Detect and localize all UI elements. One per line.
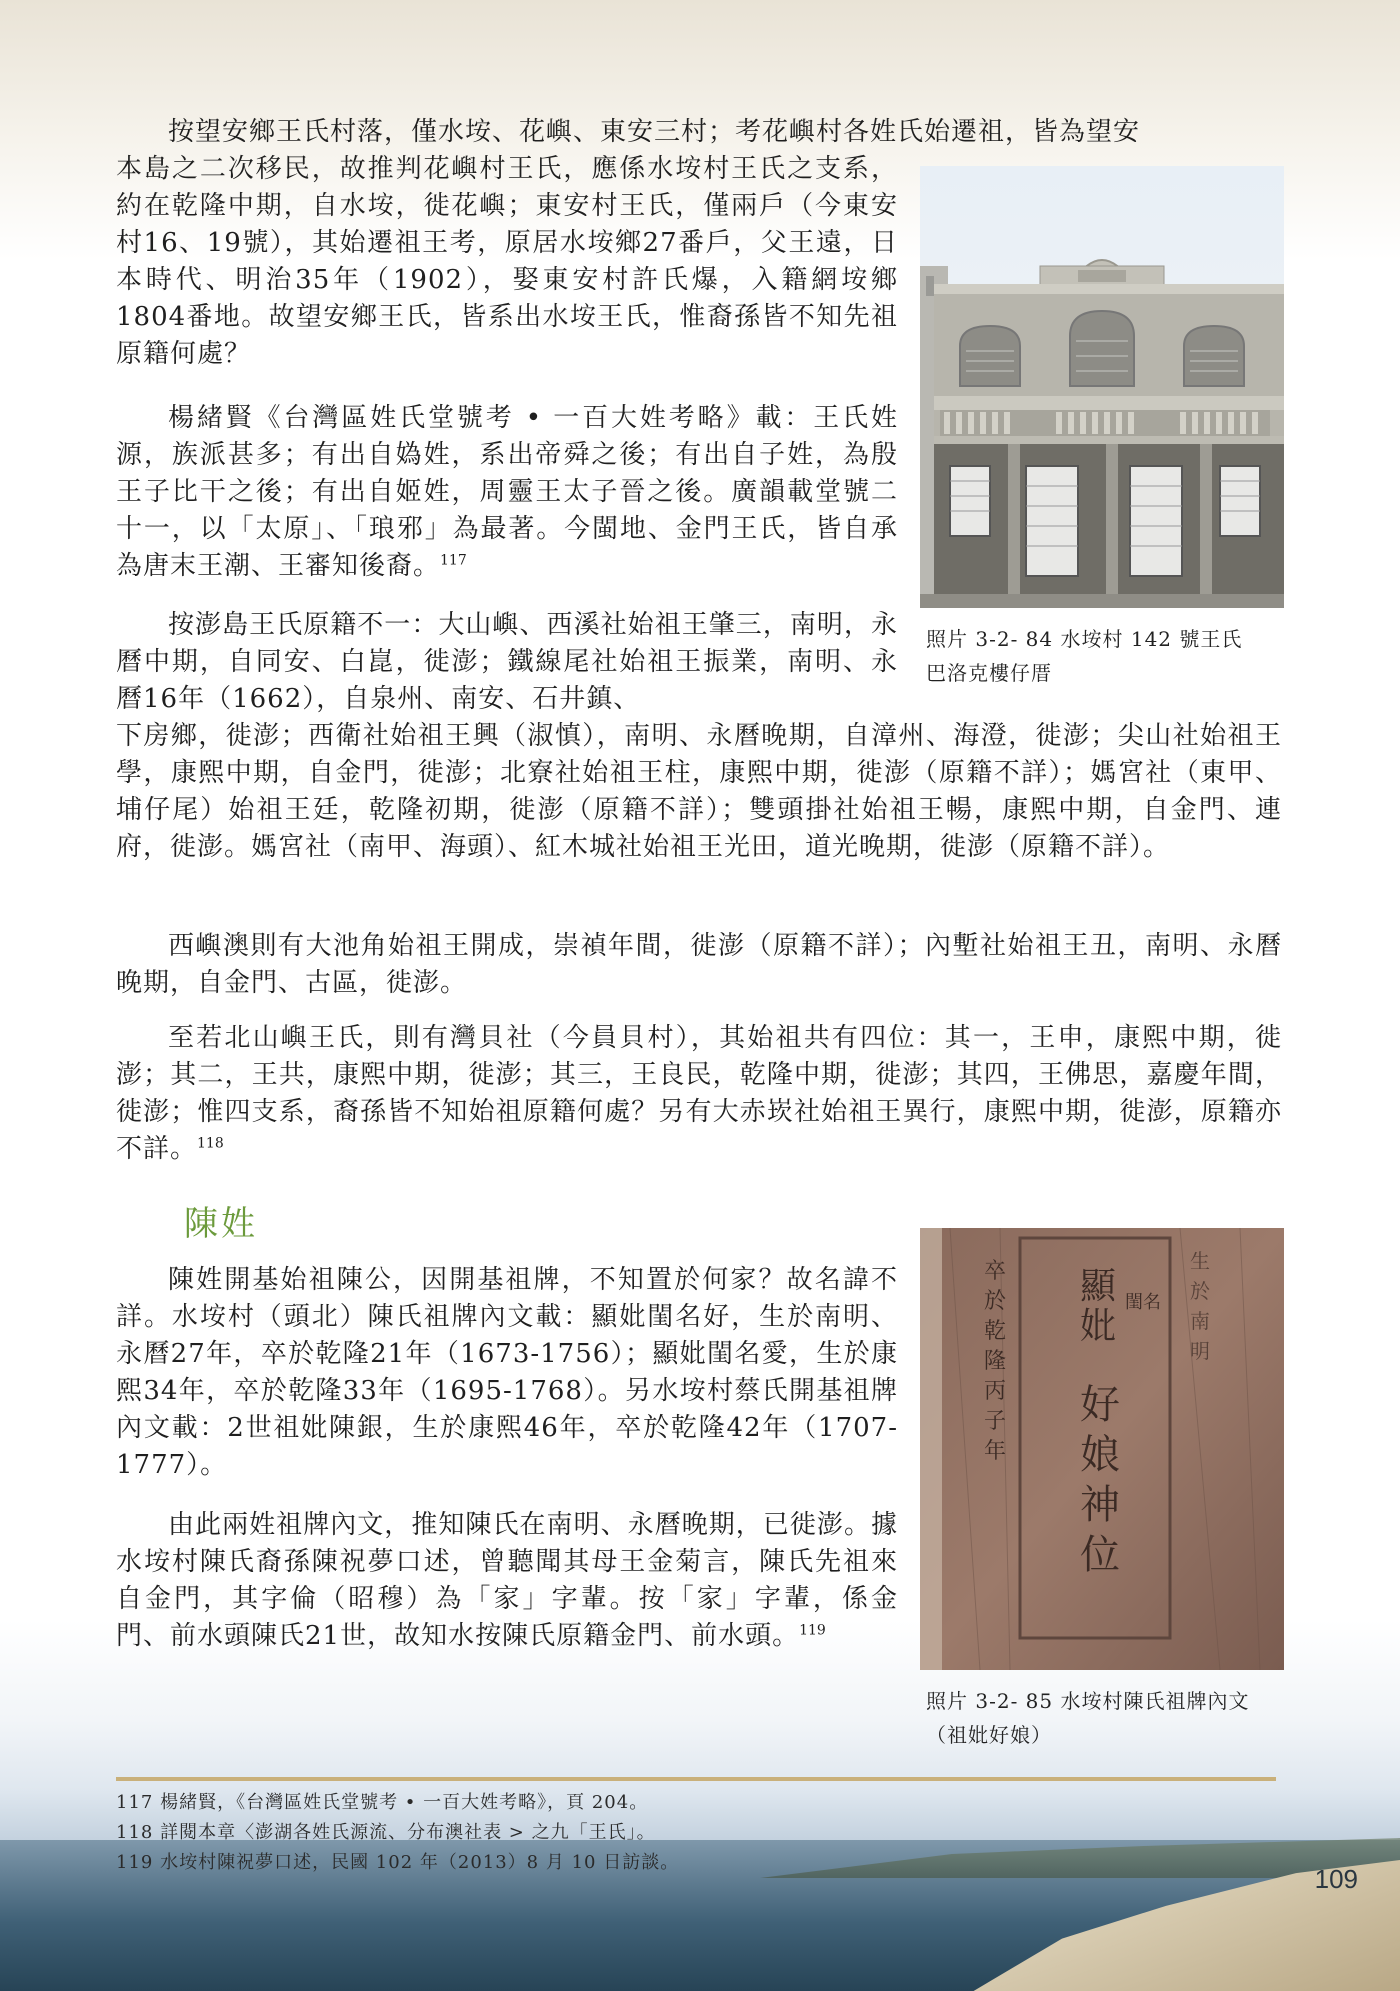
footnote-ref-119[interactable]: 119: [799, 1622, 826, 1639]
photo-2-caption: [926, 1684, 1250, 1752]
paragraph-7-text: 由此兩姓祖牌內文，推知陳氏在南明、永曆晚期，已徙澎。據水垵村陳氏裔孫陳祝夢口述，曾聽聞其母王金菊言，陳氏先祖來自金門，其字倫（昭穆）為「家」字輩。按「家」字輩，係金門、前水頭陳氏21世，故知水按陳氏原籍金門、前水頭。: [116, 1510, 898, 1651]
photo-chen-ancestral-tablet: [920, 1228, 1284, 1670]
paragraph-5-text: 至若北山嶼王氏，則有灣貝社（今員貝村），其始祖共有四位：其一，王申，康熙中期，徙澎；其二，王共，康熙中期，徙澎；其三，王良民，乾隆中期，徙澎；其四，王佛思，嘉慶年間，徙澎；惟四支系，裔孫皆不知始祖原籍何處？另有大赤崁社始祖王異行，康熙中期，徙澎，原籍亦不詳。: [116, 1023, 1282, 1164]
paragraph-2-text: 楊緒賢《台灣區姓氏堂號考 • 一百大姓考略》載：王氏姓源，族派甚多；有出自媯姓，系出帝舜之後；有出自子姓，為殷王子比干之後；有出自姬姓，周靈王太子晉之後。廣韻載堂號二十一，以「太原」、「琅邪」為最著。今閩地、金門王氏，皆自承為唐末王潮、王審知後裔。: [116, 403, 898, 581]
svg-text:閨名: 閨名: [1125, 1292, 1161, 1313]
paragraph-7: [116, 1507, 898, 1655]
svg-text:明: 明: [1190, 1339, 1210, 1363]
paragraph-1-body: 本島之二次移民，故推判花嶼村王氏，應係水垵村王氏之支系，約在乾隆中期，自水垵，徙花嶼；東安村王氏，僅兩戶（今東安村16、19號），其始遷祖王考，原居水垵鄉27番戶，父王遠，日本時代、明治35年（1902），娶東安村許氏爆，入籍網垵鄉1804番地。故望安鄉王氏，皆系出水垵王氏，惟裔孫皆不知先祖原籍何處？: [116, 154, 898, 369]
footnote-119: 119 水垵村陳祝夢口述，民國 102 年（2013）8 月 10 日訪談。: [116, 1852, 680, 1873]
paragraph-2: [116, 400, 898, 585]
svg-text:娘: 娘: [1080, 1432, 1120, 1478]
paragraph-3-body: 下房鄉，徙澎；西衛社始祖王興（淑慎），南明、永曆晚期，自漳州、海澄，徙澎；尖山社始祖王學，康熙中期，自金門，徙澎；北寮社始祖王柱，康熙中期，徙澎（原籍不詳）；媽宮社（東甲、埔仔尾）始祖王廷，乾隆初期，徙澎（原籍不詳）；雙頭掛社始祖王暢，康熙中期，自金門、連府，徙澎。媽宮社（南甲、海頭）、紅木城社始祖王光田，道光晚期，徙澎（原籍不詳）。: [116, 721, 1282, 862]
paragraph-4: 西嶼澳則有大池角始祖王開成，崇禎年間，徙澎（原籍不詳）；內塹社始祖王丑，南明、永曆晚期，自金門、古區，徙澎。: [116, 931, 1282, 998]
photo-wang-baroque-house: [920, 166, 1284, 608]
paragraph-6: 陳姓開基始祖陳公，因開基祖牌，不知置於何家？故名諱不詳。水垵村（頭北）陳氏祖牌內文載：顯妣閨名好，生於南明、永曆27年，卒於乾隆21年（1673-1756）；顯妣閨名愛，生於康熙34年，卒於乾隆33年（1695-1768）。另水垵村蔡氏開基祖牌內文載：2世祖妣陳銀，生於康熙46年，卒於乾隆42年（1707-1777）。: [116, 1265, 898, 1480]
paragraph-1-first-line: 按望安鄉王氏村落，僅水垵、花嶼、東安三村；考花嶼村各姓氏始遷祖，皆為望安: [168, 117, 1141, 147]
footnotes: [116, 1788, 679, 1878]
svg-text:子: 子: [984, 1409, 1007, 1434]
svg-text:卒: 卒: [984, 1259, 1007, 1284]
svg-text:神: 神: [1080, 1482, 1120, 1528]
footnote-117: 117 楊緒賢，《台灣區姓氏堂號考 • 一百大姓考略》，頁 204。: [116, 1792, 649, 1813]
page-number: 109: [1314, 1864, 1358, 1894]
photo-2-caption-line-1: 照片 3-2- 85 水垵村陳氏祖牌內文: [926, 1689, 1250, 1713]
photo-2-caption-line-2: （祖妣好娘）: [926, 1723, 1052, 1747]
svg-text:好: 好: [1080, 1382, 1120, 1428]
svg-text:於: 於: [984, 1289, 1007, 1314]
footnote-divider: [116, 1777, 1276, 1781]
svg-text:顯: 顯: [1080, 1266, 1117, 1307]
svg-text:妣: 妣: [1080, 1306, 1117, 1347]
paragraph-3-intro: 按澎島王氏原籍不一：大山嶼、西溪社始祖王肇三，南明，永曆中期，自同安、白崑，徙澎；鐵線尾社始祖王振業，南明、永曆16年（1662），自泉州、南安、石井鎮、: [116, 610, 898, 714]
paragraph-5: [116, 1020, 1282, 1168]
svg-text:南: 南: [1190, 1309, 1210, 1333]
footnote-118: 118 詳閱本章〈澎湖各姓氏源流、分布澳社表 > 之九「王氏」。: [116, 1822, 656, 1843]
svg-text:位: 位: [1080, 1532, 1120, 1578]
photo-1-caption-line-1: 照片 3-2- 84 水垵村 142 號王氏: [926, 627, 1243, 651]
svg-text:生: 生: [1190, 1249, 1210, 1273]
section-heading-chen: 陳姓: [184, 1204, 258, 1244]
svg-text:乾: 乾: [984, 1319, 1007, 1344]
photo-1-caption-line-2: 巴洛克樓仔厝: [926, 661, 1052, 685]
footnote-ref-117[interactable]: 117: [440, 552, 467, 569]
svg-text:丙: 丙: [984, 1379, 1007, 1404]
svg-text:隆: 隆: [984, 1349, 1007, 1374]
footnote-ref-118[interactable]: 118: [197, 1135, 224, 1152]
svg-text:年: 年: [984, 1439, 1007, 1464]
svg-text:於: 於: [1190, 1279, 1210, 1303]
photo-1-caption: [926, 622, 1242, 690]
